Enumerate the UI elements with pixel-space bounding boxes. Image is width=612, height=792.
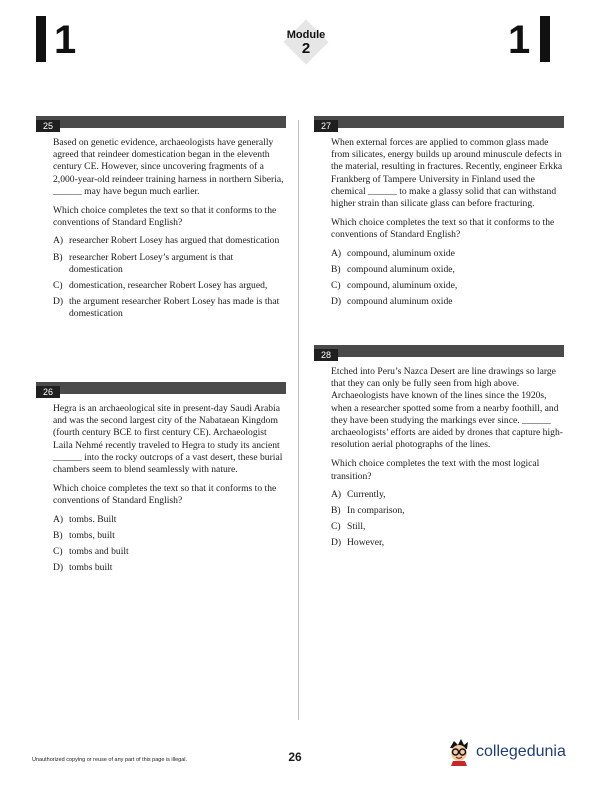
choice-text: researcher Robert Losey has argued that domestication — [69, 235, 280, 247]
choice-text: compound aluminum oxide, — [347, 263, 455, 275]
choice-letter: C) — [53, 280, 63, 292]
answer-choice-d[interactable] — [53, 296, 286, 320]
choice-letter: B) — [53, 251, 63, 263]
choice-letter: D) — [331, 296, 342, 308]
module-number: 2 — [301, 40, 311, 57]
choice-text: However, — [347, 537, 385, 549]
choice-text: tombs and built — [69, 546, 129, 558]
question-number: 27 — [314, 120, 338, 132]
question-number: 28 — [314, 349, 338, 361]
question-header-bar — [314, 345, 564, 360]
choice-letter: D) — [53, 296, 64, 308]
answer-choice-a[interactable] — [331, 248, 564, 260]
choice-text: compound aluminum oxide — [347, 296, 453, 308]
question-27 — [314, 116, 564, 312]
right-header-bar — [540, 16, 550, 62]
answer-choice-c[interactable] — [331, 521, 564, 533]
left-header-bar — [36, 16, 46, 62]
answer-choice-b[interactable] — [53, 530, 286, 542]
choice-text: tombs. Built — [69, 513, 117, 525]
left-section-number: 1 — [54, 18, 77, 62]
question-passage: When external forces are applied to common glass made from silicates, energy builds up around minuscule defects in the material, resulting in fractures. Recently, engineer Erkka Frankberg of Tampere University in Finland used the chemical ______ to make a glassy solid that can withstand higher strain than silicate glass can before fracturing. — [331, 137, 563, 210]
question-28 — [314, 345, 564, 554]
question-passage: Based on genetic evidence, archaeologists have generally agreed that reindeer domestication began in the eleventh century CE. However, since uncovering fragments of a 2,000-year-old reindeer training harness in northern Siberia, ______ may have begun much earlier. — [53, 137, 284, 197]
answer-choice-d[interactable] — [331, 296, 564, 308]
copyright-notice: Unauthorized copying or reuse of any part of this page is illegal. — [32, 757, 188, 763]
choice-text: tombs, built — [69, 529, 115, 541]
answer-choices — [53, 235, 286, 320]
answer-choice-b[interactable] — [331, 264, 564, 276]
question-passage: Hegra is an archaeological site in present-day Saudi Arabia and was the second largest city of the Nabataean Kingdom (fourth century BCE to first century CE). Archaeologist Laila Nehmé recently traveled to Hegra to study its ancient ______ into the rocky outcrops of a vast desert, these burial chambers seem to blend seamlessly with nature. — [53, 403, 283, 476]
choice-text: Still, — [347, 521, 366, 533]
question-prompt: Which choice completes the text so that it conforms to the conventions of Standard English? — [331, 217, 555, 241]
choice-letter: D) — [331, 537, 342, 549]
right-section-number: 1 — [508, 18, 531, 62]
choice-letter: D) — [53, 562, 64, 574]
brand-logo[interactable] — [446, 738, 578, 766]
choice-letter: A) — [331, 488, 342, 500]
answer-choices — [331, 248, 564, 309]
choice-text: researcher Robert Losey’s argument is that domestication — [69, 251, 234, 275]
choice-letter: B) — [53, 529, 63, 541]
answer-choice-c[interactable] — [53, 546, 286, 558]
choice-text: compound, aluminum oxide, — [347, 280, 458, 292]
question-header-bar — [36, 382, 286, 397]
question-prompt: Which choice completes the text so that it conforms to the conventions of Standard English? — [53, 205, 277, 229]
module-indicator — [276, 22, 336, 66]
question-26 — [36, 382, 286, 578]
answer-choices — [53, 514, 286, 575]
page-number: 26 — [288, 750, 302, 764]
answer-choice-a[interactable] — [53, 235, 286, 247]
choice-text: tombs built — [69, 562, 113, 574]
mascot-icon — [446, 738, 472, 766]
question-number: 26 — [36, 386, 60, 398]
choice-letter: C) — [331, 521, 341, 533]
answer-choices — [331, 489, 564, 550]
question-header-bar — [314, 116, 564, 131]
answer-choice-c[interactable] — [331, 280, 564, 292]
choice-letter: B) — [331, 263, 341, 275]
answer-choice-b[interactable] — [331, 505, 564, 517]
choice-text: In comparison, — [347, 505, 405, 517]
answer-choice-a[interactable] — [331, 489, 564, 501]
column-divider — [298, 120, 299, 720]
question-number: 25 — [36, 120, 60, 132]
question-25 — [36, 116, 286, 325]
module-label: Module — [286, 29, 326, 41]
choice-text: the argument researcher Robert Losey has made is that domestication — [69, 296, 280, 320]
question-header-bar — [36, 116, 286, 131]
choice-text: Currently, — [347, 488, 386, 500]
question-passage: Etched into Peru’s Nazca Desert are line drawings so large that they can only be fully seen from high above. Archaeologists have known of the lines since the 1920s, when a researcher spotted some from a nearby foothill, and they have been studying the markings ever since. ______ archaeologists’ efforts are aided by drones that capture high-resolution aerial photographs of the lines. — [331, 366, 563, 451]
choice-letter: A) — [331, 247, 342, 259]
answer-choice-b[interactable] — [53, 252, 286, 276]
question-prompt: Which choice completes the text with the most logical transition? — [331, 458, 540, 482]
answer-choice-c[interactable] — [53, 280, 286, 292]
choice-letter: B) — [331, 505, 341, 517]
choice-text: compound, aluminum oxide — [347, 247, 455, 259]
choice-letter: C) — [331, 280, 341, 292]
answer-choice-d[interactable] — [331, 537, 564, 549]
answer-choice-a[interactable] — [53, 514, 286, 526]
brand-name: collegedunia — [476, 743, 566, 760]
choice-letter: C) — [53, 546, 63, 558]
choice-letter: A) — [53, 235, 64, 247]
choice-text: domestication, researcher Robert Losey has argued, — [69, 280, 268, 292]
answer-choice-d[interactable] — [53, 562, 286, 574]
choice-letter: A) — [53, 513, 64, 525]
question-prompt: Which choice completes the text so that it conforms to the conventions of Standard English? — [53, 483, 277, 507]
